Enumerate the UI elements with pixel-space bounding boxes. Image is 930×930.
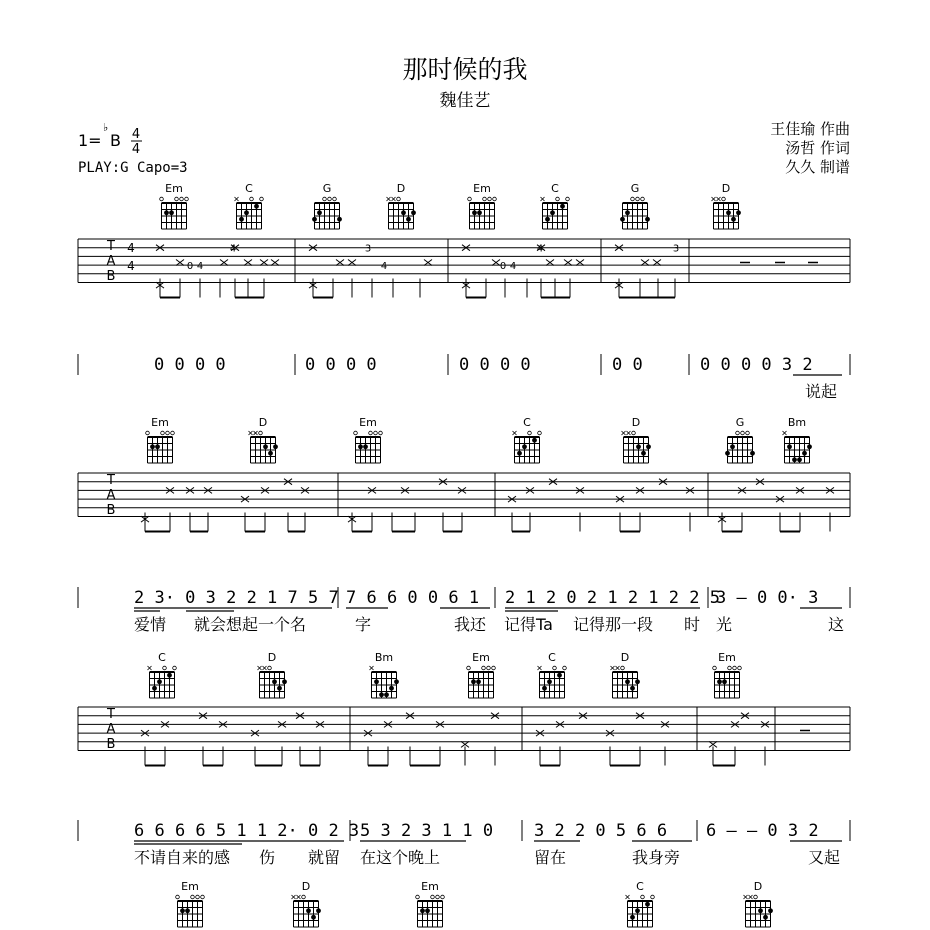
chord-finger-dot bbox=[722, 679, 727, 684]
chord-finger-dot bbox=[471, 679, 476, 684]
chord-diagram bbox=[146, 416, 175, 463]
chord-finger-dot bbox=[394, 679, 399, 684]
lyric-text: 不请自来的感 bbox=[134, 848, 231, 867]
chord-open-string bbox=[354, 431, 358, 435]
numbered-notation-bar: 6 6 6 6 5 1 1 2· 0 2 3 bbox=[134, 821, 360, 841]
chord-open-string bbox=[621, 666, 625, 670]
song-title: 那时候的我 bbox=[402, 55, 528, 84]
tab-clef-letter: A bbox=[106, 722, 116, 737]
lyric-text: 光 bbox=[716, 615, 733, 634]
chord-open-string bbox=[713, 666, 717, 670]
time-signature-top: 4 bbox=[131, 127, 141, 142]
chord-finger-dot bbox=[630, 686, 635, 691]
credit-transcriber: 久久 制谱 bbox=[785, 158, 850, 176]
chord-finger-dot bbox=[282, 679, 287, 684]
chord-open-string bbox=[651, 895, 655, 899]
chord-open-string bbox=[176, 895, 180, 899]
tab-fret-number: 0 bbox=[499, 261, 507, 273]
chord-name: D bbox=[396, 182, 406, 195]
chord-diagram bbox=[626, 880, 655, 927]
chord-diagram bbox=[292, 880, 321, 927]
numbered-notation-bar: 0 0 bbox=[612, 355, 643, 375]
chord-open-string bbox=[483, 197, 487, 201]
lyric-text: 这 bbox=[828, 615, 845, 634]
chord-diagram bbox=[160, 182, 189, 229]
chord-finger-dot bbox=[374, 679, 379, 684]
chord-diagram bbox=[312, 182, 342, 229]
chord-open-string bbox=[146, 431, 150, 435]
credit-composer: 王佳瑜 作曲 bbox=[770, 120, 850, 138]
chord-finger-dot bbox=[625, 210, 630, 215]
chord-diagram bbox=[611, 651, 640, 698]
play-capo-info: PLAY:G Capo=3 bbox=[78, 160, 188, 176]
chord-name: D bbox=[267, 651, 277, 664]
tab-note-x bbox=[336, 259, 344, 265]
chord-diagram bbox=[354, 416, 383, 463]
tab-fret-number: 4 bbox=[509, 261, 517, 273]
chord-finger-dot bbox=[736, 210, 741, 215]
chord-open-string bbox=[722, 197, 726, 201]
chord-finger-dot bbox=[645, 902, 650, 907]
numbered-notation-bar: 0 0 0 0 3 2 bbox=[700, 355, 813, 375]
chord-open-string bbox=[736, 431, 740, 435]
chord-finger-dot bbox=[750, 451, 755, 456]
chord-finger-dot bbox=[725, 451, 730, 456]
chord-name: Bm bbox=[374, 651, 394, 664]
chord-finger-dot bbox=[389, 686, 394, 691]
chord-open-string bbox=[632, 431, 636, 435]
chord-open-string bbox=[160, 197, 164, 201]
chord-finger-dot bbox=[411, 210, 416, 215]
chord-diagram bbox=[620, 182, 650, 229]
chord-finger-dot bbox=[731, 217, 736, 222]
chord-name: D bbox=[631, 416, 641, 429]
chord-open-string bbox=[250, 197, 254, 201]
chord-finger-dot bbox=[641, 451, 646, 456]
chord-finger-dot bbox=[802, 451, 807, 456]
numbered-notation-bar: 2 1 2 0 2 1 2 1 2 2 5 bbox=[505, 588, 720, 608]
chord-finger-dot bbox=[542, 686, 547, 691]
chord-finger-dot bbox=[169, 210, 174, 215]
tab-note-x bbox=[244, 259, 252, 265]
tab-clef-letter: T bbox=[107, 707, 115, 722]
lyric-text: 记得Ta bbox=[504, 615, 553, 634]
chord-open-string bbox=[436, 895, 440, 899]
chord-open-string bbox=[538, 431, 542, 435]
tab-fret-number: 3 bbox=[364, 243, 372, 255]
tab-clef-letter: A bbox=[106, 254, 116, 269]
chord-diagram bbox=[513, 416, 542, 463]
tab-time-sig-bottom: 4 bbox=[127, 259, 135, 273]
chord-finger-dot bbox=[401, 210, 406, 215]
numbered-notation-bar: 6 – – 0 3 2 bbox=[706, 821, 819, 841]
lyric-text: 说起 bbox=[805, 382, 838, 401]
chord-finger-dot bbox=[730, 444, 735, 449]
chord-finger-dot bbox=[476, 679, 481, 684]
lyric-text: 爱情 bbox=[134, 615, 167, 634]
lyric-text: 就留 bbox=[308, 848, 341, 867]
credit-lyricist: 汤哲 作词 bbox=[785, 139, 850, 157]
tab-note-x bbox=[348, 259, 356, 265]
tab-fret-number: 4 bbox=[380, 261, 388, 273]
chord-name: C bbox=[636, 880, 644, 893]
chord-open-string bbox=[754, 895, 758, 899]
tab-note-x bbox=[176, 259, 184, 265]
chord-open-string bbox=[173, 666, 177, 670]
tab-note-x bbox=[576, 259, 584, 265]
chord-finger-dot bbox=[787, 444, 792, 449]
chord-name: Em bbox=[165, 182, 183, 195]
chord-open-string bbox=[488, 197, 492, 201]
chord-open-string bbox=[553, 666, 557, 670]
chord-open-string bbox=[468, 197, 472, 201]
chord-open-string bbox=[302, 895, 306, 899]
chord-finger-dot bbox=[645, 217, 650, 222]
chord-open-string bbox=[733, 666, 737, 670]
chord-finger-dot bbox=[272, 679, 277, 684]
chord-finger-dot bbox=[807, 444, 812, 449]
chord-finger-dot bbox=[379, 692, 384, 697]
chord-open-string bbox=[641, 197, 645, 201]
chord-finger-dot bbox=[797, 457, 802, 462]
tab-fret-number: 4 bbox=[196, 261, 204, 273]
tab-fret-number: 3 bbox=[672, 243, 680, 255]
chord-open-string bbox=[566, 197, 570, 201]
tab-note-x bbox=[564, 259, 572, 265]
chord-diagram bbox=[148, 651, 177, 698]
chord-open-string bbox=[738, 666, 742, 670]
chord-name: C bbox=[158, 651, 166, 664]
chord-finger-dot bbox=[273, 444, 278, 449]
chord-diagram bbox=[258, 651, 287, 698]
chord-name: Bm bbox=[787, 416, 807, 429]
chord-finger-dot bbox=[337, 217, 342, 222]
chord-open-string bbox=[268, 666, 272, 670]
chord-name: C bbox=[523, 416, 531, 429]
chord-name: C bbox=[548, 651, 556, 664]
chord-finger-dot bbox=[185, 908, 190, 913]
chord-finger-dot bbox=[358, 444, 363, 449]
chord-finger-dot bbox=[254, 204, 259, 209]
chord-name: Em bbox=[421, 880, 439, 893]
artist-name: 魏佳艺 bbox=[439, 91, 491, 111]
chord-finger-dot bbox=[646, 444, 651, 449]
chord-diagram bbox=[416, 880, 445, 927]
tab-note-x bbox=[424, 259, 432, 265]
chord-finger-dot bbox=[317, 210, 322, 215]
chord-open-string bbox=[556, 197, 560, 201]
chord-name: D bbox=[301, 880, 311, 893]
chord-open-string bbox=[180, 197, 184, 201]
chord-finger-dot bbox=[472, 210, 477, 215]
chord-open-string bbox=[746, 431, 750, 435]
key-flat: ♭ bbox=[103, 121, 109, 134]
time-signature-bottom: 4 bbox=[131, 142, 141, 157]
chord-name: Em bbox=[473, 182, 491, 195]
chord-finger-dot bbox=[180, 908, 185, 913]
chord-open-string bbox=[171, 431, 175, 435]
chord-finger-dot bbox=[763, 915, 768, 920]
lyric-text: 我身旁 bbox=[632, 848, 681, 867]
chord-open-string bbox=[333, 197, 337, 201]
numbered-notation-bar: 3 – 0 0· 3 bbox=[716, 588, 819, 608]
chord-open-string bbox=[631, 197, 635, 201]
lyric-text: 就会想起一个名 bbox=[194, 615, 307, 634]
chord-open-string bbox=[493, 197, 497, 201]
chord-diagram bbox=[467, 651, 496, 698]
chord-name: Em bbox=[718, 651, 736, 664]
chord-name: D bbox=[753, 880, 763, 893]
chord-finger-dot bbox=[312, 217, 317, 222]
chord-finger-dot bbox=[550, 210, 555, 215]
chord-diagram bbox=[744, 880, 773, 927]
chord-diagram bbox=[468, 182, 497, 229]
lyric-text: 字 bbox=[355, 615, 372, 634]
chord-name: Em bbox=[359, 416, 377, 429]
chord-finger-dot bbox=[625, 679, 630, 684]
tab-note-x bbox=[653, 259, 661, 265]
chord-diagram bbox=[387, 182, 416, 229]
tab-note-x bbox=[492, 259, 500, 265]
chord-finger-dot bbox=[726, 210, 731, 215]
chord-finger-dot bbox=[635, 679, 640, 684]
chord-finger-dot bbox=[268, 451, 273, 456]
chord-open-string bbox=[259, 431, 263, 435]
chord-name: D bbox=[620, 651, 630, 664]
tab-note-x bbox=[271, 259, 279, 265]
lyric-text: 记得那一段 bbox=[573, 615, 654, 634]
chord-finger-dot bbox=[277, 686, 282, 691]
lyric-text: 留在 bbox=[534, 848, 567, 867]
key-prefix: 1= bbox=[78, 131, 102, 150]
numbered-notation-bar: 3 2 2 0 5 6 6 bbox=[534, 821, 668, 841]
chord-open-string bbox=[369, 431, 373, 435]
chord-open-string bbox=[467, 666, 471, 670]
chord-finger-dot bbox=[239, 217, 244, 222]
numbered-notation-bar: 0 0 0 0 bbox=[305, 355, 377, 375]
chord-finger-dot bbox=[768, 908, 773, 913]
chord-open-string bbox=[416, 895, 420, 899]
chord-finger-dot bbox=[635, 908, 640, 913]
tab-clef-letter: B bbox=[106, 269, 116, 284]
chord-open-string bbox=[492, 666, 496, 670]
chord-finger-dot bbox=[150, 444, 155, 449]
chord-finger-dot bbox=[477, 210, 482, 215]
system-4 bbox=[176, 880, 773, 927]
chord-diagram bbox=[783, 416, 812, 463]
tab-clef-letter: B bbox=[106, 503, 116, 518]
chord-finger-dot bbox=[717, 679, 722, 684]
chord-finger-dot bbox=[560, 204, 565, 209]
chord-name: G bbox=[735, 416, 745, 429]
numbered-notation-bar: 5 3 2 3 1 1 0 bbox=[360, 821, 494, 841]
chord-open-string bbox=[191, 895, 195, 899]
chord-name: C bbox=[245, 182, 253, 195]
tab-note-x bbox=[260, 259, 268, 265]
chord-open-string bbox=[528, 431, 532, 435]
numbered-notation-bar: 2 3· 0 3 2 2 1 7 5 7 bbox=[134, 588, 339, 608]
chord-open-string bbox=[441, 895, 445, 899]
numbered-notation-bar: 0 0 0 0 bbox=[154, 355, 226, 375]
chord-open-string bbox=[161, 431, 165, 435]
chord-finger-dot bbox=[155, 444, 160, 449]
chord-name: G bbox=[630, 182, 640, 195]
tab-fret-number: 4 bbox=[229, 243, 237, 255]
chord-open-string bbox=[260, 197, 264, 201]
chord-finger-dot bbox=[532, 438, 537, 443]
chord-diagram bbox=[713, 651, 742, 698]
chord-diagram bbox=[538, 651, 567, 698]
chord-finger-dot bbox=[263, 444, 268, 449]
chord-open-string bbox=[431, 895, 435, 899]
chord-open-string bbox=[563, 666, 567, 670]
chord-finger-dot bbox=[630, 915, 635, 920]
tab-note-x bbox=[220, 259, 228, 265]
chord-name: Em bbox=[472, 651, 490, 664]
numbered-notation-bar: 7 6 6 0 0 6 1 bbox=[346, 588, 480, 608]
tab-time-sig-top: 4 bbox=[127, 241, 135, 255]
chord-diagram bbox=[712, 182, 741, 229]
chord-finger-dot bbox=[167, 673, 172, 678]
lyric-text: 伤 bbox=[259, 848, 276, 867]
system-1 bbox=[78, 182, 850, 401]
chord-open-string bbox=[374, 431, 378, 435]
chord-open-string bbox=[196, 895, 200, 899]
chord-finger-dot bbox=[636, 444, 641, 449]
system-2 bbox=[78, 416, 850, 634]
chord-finger-dot bbox=[758, 908, 763, 913]
tab-clef-letter: T bbox=[107, 473, 115, 488]
chord-finger-dot bbox=[406, 217, 411, 222]
tab-clef-letter: T bbox=[107, 239, 115, 254]
chord-finger-dot bbox=[517, 451, 522, 456]
chord-finger-dot bbox=[157, 679, 162, 684]
chord-diagram bbox=[541, 182, 570, 229]
chord-name: D bbox=[258, 416, 268, 429]
chord-finger-dot bbox=[557, 673, 562, 678]
chord-name: G bbox=[322, 182, 332, 195]
chord-finger-dot bbox=[420, 908, 425, 913]
chord-name: C bbox=[551, 182, 559, 195]
chord-open-string bbox=[641, 895, 645, 899]
lyric-text: 我还 bbox=[454, 615, 487, 634]
chord-finger-dot bbox=[311, 915, 316, 920]
systems-layer bbox=[78, 182, 850, 927]
chord-finger-dot bbox=[545, 217, 550, 222]
lyric-text: 在这个晚上 bbox=[360, 848, 441, 867]
chord-finger-dot bbox=[792, 457, 797, 462]
system-3 bbox=[78, 651, 850, 867]
chord-diagram bbox=[370, 651, 399, 698]
chord-open-string bbox=[185, 197, 189, 201]
numbered-notation-bar: 0 0 0 0 bbox=[459, 355, 531, 375]
chord-open-string bbox=[397, 197, 401, 201]
chord-name: Em bbox=[181, 880, 199, 893]
chord-name: D bbox=[721, 182, 731, 195]
chord-open-string bbox=[636, 197, 640, 201]
chord-open-string bbox=[728, 666, 732, 670]
chord-finger-dot bbox=[384, 692, 389, 697]
chord-finger-dot bbox=[425, 908, 430, 913]
lyric-text: 又起 bbox=[808, 848, 841, 867]
tab-note-x bbox=[641, 259, 649, 265]
chord-finger-dot bbox=[363, 444, 368, 449]
tab-fret-number: 4 bbox=[536, 243, 544, 255]
chord-open-string bbox=[175, 197, 179, 201]
tab-fret-number: 0 bbox=[186, 261, 194, 273]
chord-diagram bbox=[235, 182, 264, 229]
chord-open-string bbox=[323, 197, 327, 201]
tab-clef-letter: A bbox=[106, 488, 116, 503]
chord-finger-dot bbox=[316, 908, 321, 913]
chord-open-string bbox=[166, 431, 170, 435]
chord-finger-dot bbox=[620, 217, 625, 222]
chord-diagram bbox=[725, 416, 755, 463]
chord-open-string bbox=[201, 895, 205, 899]
chord-open-string bbox=[482, 666, 486, 670]
chord-finger-dot bbox=[547, 679, 552, 684]
chord-finger-dot bbox=[306, 908, 311, 913]
key-signature bbox=[78, 121, 142, 157]
chord-open-string bbox=[328, 197, 332, 201]
chord-open-string bbox=[163, 666, 167, 670]
lyric-text: 时 bbox=[684, 615, 701, 634]
chord-finger-dot bbox=[152, 686, 157, 691]
chord-finger-dot bbox=[164, 210, 169, 215]
chord-diagram bbox=[176, 880, 205, 927]
chord-finger-dot bbox=[244, 210, 249, 215]
key-note: B bbox=[110, 131, 121, 150]
chord-name: Em bbox=[151, 416, 169, 429]
chord-open-string bbox=[741, 431, 745, 435]
tab-note-x bbox=[546, 259, 554, 265]
chord-finger-dot bbox=[522, 444, 527, 449]
chord-open-string bbox=[487, 666, 491, 670]
chord-diagram bbox=[249, 416, 278, 463]
chord-diagram bbox=[622, 416, 651, 463]
chord-open-string bbox=[379, 431, 383, 435]
tab-clef-letter: B bbox=[106, 737, 116, 752]
